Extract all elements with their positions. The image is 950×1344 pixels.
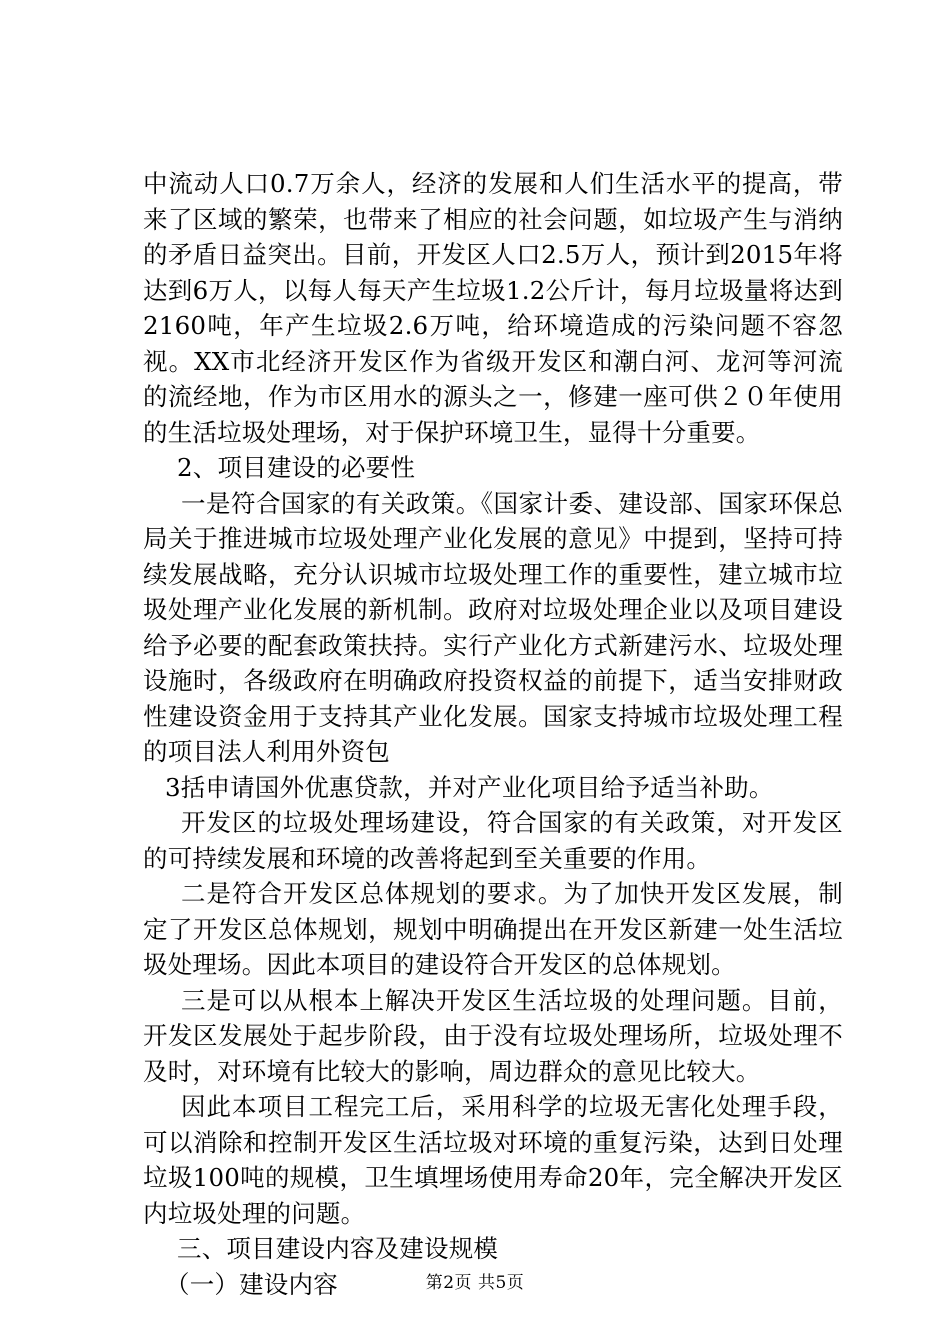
paragraph-national-policy: 一是符合国家的有关政策。《国家计委、建设部、国家环保总局关于推进城市垃圾处理产业化发展的意见》中提到，坚持可持续发展战略，充分认识城市垃圾处理工作的重要性，建立城市垃圾处理产业化发展的新机制。政府对垃圾处理企业以及项目建设给予必要的配套政策扶持。实行产业化方式新建污水、垃圾处理设施时，各级政府在明确政府投资权益的前提下，适当安排财政性建设资金用于支持其产业化发展。国家支持城市垃圾处理工程的项目法人利用外资包 — [143, 488, 843, 766]
paragraph-foreign-loans: 3括申请国外优惠贷款，并对产业化项目给予适当补助。 — [165, 772, 774, 802]
paragraph-master-plan: 二是符合开发区总体规划的要求。为了加快开发区发展，制定了开发区总体规划，规划中明确提出在开发区新建一处生活垃圾处理场。因此本项目的建设符合开发区的总体规划。 — [143, 879, 843, 979]
paragraph-policy-conformity: 开发区的垃圾处理场建设，符合国家的有关政策，对开发区的可持续发展和环境的改善将起到至关重要的作用。 — [143, 808, 843, 873]
section-heading-necessity: 2、项目建设的必要性 — [177, 453, 416, 482]
document-body — [143, 166, 843, 1302]
section-heading-content-scale: 三、项目建设内容及建设规模 — [177, 1234, 499, 1263]
page-footer: 第2页 共5页 — [425, 1273, 525, 1293]
paragraph-population-waste: 中流动人口0.7万余人，经济的发展和人们生活水平的提高，带来了区域的繁荣，也带来了相应的社会问题，如垃圾产生与消纳的矛盾日益突出。目前，开发区人口2.5万人，预计到2015年将达到6万人，以每人每天产生垃圾1.2公斤计，每月垃圾量将达到2160吨，年产生垃圾2.6万吨，给环境造成的污染问题不容忽视。XX市北经济开发区作为省级开发区和潮白河、龙河等河流的流经地，作为市区用水的源头之一，修建一座可供２０年使用的生活垃圾处理场，对于保护环境卫生，显得十分重要。 — [143, 169, 843, 447]
paragraph-project-outcome: 因此本项目工程完工后，采用科学的垃圾无害化处理手段，可以消除和控制开发区生活垃圾对环境的重复污染，达到日处理垃圾100吨的规模，卫生填埋场使用寿命20年，完全解决开发区内垃圾处理的问题。 — [143, 1092, 843, 1228]
paragraph-fundamental-solution: 三是可以从根本上解决开发区生活垃圾的处理问题。目前，开发区发展处于起步阶段，由于没有垃圾处理场所，垃圾处理不及时，对环境有比较大的影响，周边群众的意见比较大。 — [143, 985, 843, 1086]
subsection-heading-content: （一）建设内容 — [165, 1269, 338, 1299]
